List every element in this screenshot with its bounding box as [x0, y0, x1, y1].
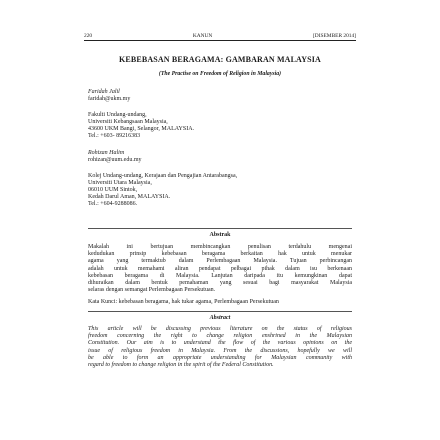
abstract-line: issue of religious freedom in Malaysia. From the discussions, hopefully we will [88, 347, 352, 354]
journal-name: KANUN [192, 33, 213, 39]
abstract-line: regard to freedom to change religion in the spirit of the Federal Constitution. [88, 362, 274, 369]
abstrak-heading: Abstrak [209, 232, 231, 238]
abstract-line: be able to form an appropriate understanding for Malaysian community with [88, 354, 352, 361]
abstrak-line: adalah untuk memahami aliran pendapat pelbagai pihak dalam isu berkenaan [88, 265, 352, 272]
article-title: KEBEBASAN BERAGAMA: GAMBARAN MALAYSIA [119, 55, 321, 64]
header-rule [84, 40, 356, 41]
affiliation-line: Tel.: +603- 89216383 [88, 133, 141, 139]
abstract-line: This article will be discussing previous literature on the status of religious [88, 326, 352, 332]
author1-email: faridah@ukm.my [88, 96, 131, 102]
issue-date: [DISEMBER 2014] [313, 33, 356, 39]
affiliation-line: Universiti Kebangsaan Malaysia, [88, 119, 168, 125]
abstrak-body [88, 244, 352, 294]
affiliation-line: Fakulti Undang-undang, [88, 112, 147, 118]
affiliation-line: Kedah Darul Aman, MALAYSIA. [88, 194, 171, 200]
abstrak-top-rule [88, 228, 352, 229]
article-subtitle: (The Practise on Freedom of Religion in Malaysia) [158, 71, 282, 77]
author1-block [88, 89, 130, 103]
abstrak-line: agama yang termaktub dalam Perlembagaan Malaysia. Tujuan perbincangan [88, 258, 352, 265]
affiliation-line: Universiti Utara Malaysia, [88, 180, 152, 186]
running-header [84, 33, 356, 39]
abstract-line: freedom concerning the right to change religion enshrined in the Malaysian [88, 333, 352, 340]
abstrak-line: kedudukan prinsip kebebasan beragama berkaitan hak untuk menukar [88, 251, 352, 258]
abstract-top-rule [88, 311, 352, 312]
affiliation-line: Kolej Undang-undang, Kerajaan dan Pengajian Antarabangsa, [88, 173, 238, 179]
abstract-line: Constitution. Our aim is to understand the flow of the various opinions on the [88, 340, 352, 347]
abstrak-line: dihuraikan dalam bentuk pemahaman yang sesuai bagi masyarakat Malaysia [88, 280, 352, 287]
author2-email: rohizan@uum.edu.my [88, 157, 142, 163]
affiliation-line: Tel.: +604-9288086. [88, 201, 138, 207]
affiliation-line: 06010 UUM Sintok, [88, 187, 138, 193]
author2-block [88, 150, 142, 164]
abstract-heading: Abstract [209, 315, 231, 321]
keywords: Kata Kunci: kebebasan beragama, hak tukar agama, Perlembagaan Persekutuan [88, 299, 279, 305]
affiliation-line: 43600 UKM Bangi, Selangor, MALAYSIA. [88, 126, 195, 132]
page-number: 220 [84, 33, 93, 39]
author2-affiliation [88, 173, 237, 208]
abstrak-line: selaras dengan semangat Perlembagaan Persekutuan. [88, 287, 216, 294]
abstrak-line: Makalah ini bertujuan membincangkan penulisan terdahulu mengenai [88, 244, 352, 250]
author2-name: Rohizan Halim [88, 150, 125, 156]
abstract-body [88, 326, 352, 369]
abstrak-line: kebebasan beragama di Malaysia. Lanjutan daripada itu kemungkinan dapat [88, 272, 352, 279]
author1-name: Faridah Jalil [88, 89, 120, 95]
author1-affiliation [88, 112, 194, 140]
